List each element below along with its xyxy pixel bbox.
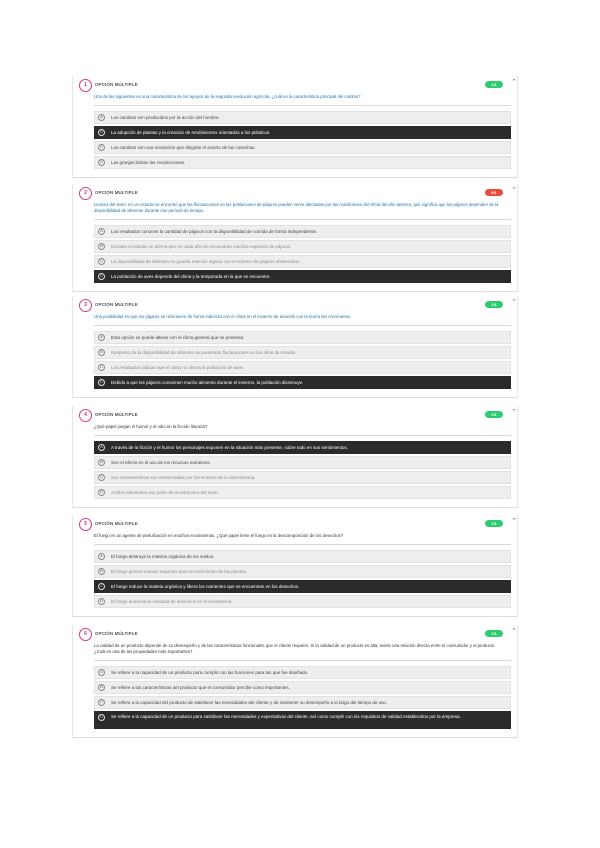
options-list [73, 326, 517, 397]
option-text: Se refiere a la capacidad de un producto para cumplir con las funciones para las que fue diseñado. [111, 670, 309, 675]
question-number: 6 [79, 628, 92, 641]
option-letter: A [98, 553, 105, 560]
options-list [73, 220, 517, 291]
option-text: El fuego aumenta la cantidad de desechos en el ecosistema. [111, 599, 233, 604]
option-c[interactable] [94, 361, 511, 374]
option-text: Se refiere a la capacidad de un producto para satisfacer las necesidades y expectativas del cliente, así como cumplir con los requisitos de calidad establecidos por la empresa. [111, 714, 461, 719]
option-letter: A [98, 228, 105, 235]
chevron-up-icon[interactable]: ⌃ [511, 79, 517, 86]
question-text: El fuego es un agente de perturbación en muchos ecosistemas. ¿Qué papel tiene el fuego en la descomposición de los desechos? [94, 533, 344, 538]
option-letter: D [98, 714, 105, 721]
question-text: La calidad de un producto depende de su desempeño y de las características funcionales que el cliente requiere. Si la calidad de un producto es alta, existe una relación directa entre el consumidor y el producto. ¿Cuál es una de las propiedades más importantes? [94, 643, 496, 654]
option-c[interactable] [94, 255, 511, 268]
option-letter: D [98, 598, 105, 605]
question-header [73, 515, 517, 533]
option-d[interactable] [94, 270, 511, 283]
option-a[interactable] [94, 111, 511, 124]
option-text: La población de aves depende del clima y la temporada en la que se encuentre. [111, 274, 271, 279]
option-c[interactable] [94, 141, 511, 154]
option-letter: C [98, 144, 105, 151]
option-d[interactable] [94, 156, 511, 169]
option-c[interactable] [94, 471, 511, 484]
question-header [73, 406, 517, 424]
option-d[interactable] [94, 595, 511, 608]
score-badge: 1/1 [485, 520, 503, 527]
question-header [73, 76, 517, 94]
option-b[interactable] [94, 240, 511, 253]
option-text: Durante el estudio se afirma que en cada año se encuentran muchas especies de pájaros. [111, 244, 292, 249]
option-a[interactable] [94, 550, 511, 563]
question-text: Una de las siguientes es una característica de los apoyos de la segunda revolución agrícola, ¿cuál es la característica principal del cambio? [94, 94, 361, 99]
option-letter: D [98, 489, 105, 496]
option-text: El fuego destruye la materia orgánica de los suelos. [111, 554, 215, 559]
option-letter: D [98, 379, 105, 386]
option-a[interactable] [94, 225, 511, 238]
option-c[interactable] [94, 580, 511, 593]
question-text: Lectura del texto: en un estudio se encontró que las fluctuaciones en las poblaciones de pájaros pueden verse afectadas por las condiciones del clima del año anterior, qué significa que los pájaros dependen de la disponibilidad de alimento durante ese periodo de tiempo. [94, 202, 499, 213]
option-text: La disponibilidad de alimento no guarda relación alguna con el número de pájaros observados. [111, 259, 301, 264]
option-text: El fuego genera nuevos espacios para el crecimiento de las plantas. [111, 569, 248, 574]
options-list [73, 545, 517, 616]
option-letter: B [98, 684, 105, 691]
option-text: Debido a que los pájaros consumen mucho alimento durante el invierno, la población disminuye. [111, 380, 304, 385]
option-text: Esta opción se puede alterar con el clima general que se presenta. [111, 335, 245, 340]
option-b[interactable] [94, 126, 511, 139]
question-number: 5 [79, 518, 92, 531]
option-text: A través de la ficción y el humor los personajes exponen en la situación más presente, sobre todo en sus sentimientos. [111, 445, 348, 450]
score-badge: 1/1 [485, 301, 503, 308]
option-text: Respecto de la disponibilidad de alimento se presentan fluctuaciones en los años de estudio. [111, 350, 297, 355]
question-card-2 [72, 184, 518, 292]
question-header [73, 184, 517, 202]
option-text: Los resultados indican que el clima no afecta la población de aves. [111, 365, 245, 370]
question-card-4 [72, 406, 518, 508]
option-a[interactable] [94, 331, 511, 344]
option-text: El fuego reduce la materia orgánica y libera los nutrientes que se encuentran en los desechos. [111, 584, 300, 589]
chevron-up-icon[interactable]: ⌃ [511, 409, 517, 416]
option-letter: D [98, 159, 105, 166]
option-letter: A [98, 444, 105, 451]
option-letter: B [98, 129, 105, 136]
question-number: 2 [79, 187, 92, 200]
options-list [73, 436, 517, 507]
option-letter: B [98, 568, 105, 575]
option-text: Se refiere a las características del producto que el consumidor percibe como importantes. [111, 685, 290, 690]
chevron-up-icon[interactable]: ⌃ [511, 187, 517, 194]
option-b[interactable] [94, 681, 511, 694]
question-header [73, 625, 517, 643]
option-b[interactable] [94, 346, 511, 359]
option-letter: A [98, 669, 105, 676]
question-type: OPCIÓN MÚLTIPLE [95, 302, 138, 307]
option-letter: B [98, 349, 105, 356]
option-letter: C [98, 364, 105, 371]
option-b[interactable] [94, 565, 511, 578]
score-badge: 1/1 [485, 630, 503, 637]
option-d[interactable] [94, 376, 511, 389]
option-text: Los cambios son producidos por la acción del hombre. [111, 115, 220, 120]
question-type: OPCIÓN MÚLTIPLE [95, 190, 138, 195]
question-type: OPCIÓN MÚLTIPLE [95, 82, 138, 87]
question-type: OPCIÓN MÚLTIPLE [95, 521, 138, 526]
chevron-up-icon[interactable]: ⌃ [511, 518, 517, 525]
option-text: Las granjas limitan las recolecciones. [111, 160, 186, 165]
option-text: Se refiere a la capacidad del producto de satisfacer las necesidades del cliente y de mantener su desempeño a lo largo del tiempo de uso. [111, 700, 388, 705]
option-letter: A [98, 114, 105, 121]
question-card-3 [72, 296, 518, 398]
option-letter: B [98, 459, 105, 466]
chevron-up-icon[interactable]: ⌃ [511, 299, 517, 306]
options-list [73, 661, 517, 737]
score-badge: 1/1 [485, 81, 503, 88]
option-letter: D [98, 273, 105, 280]
chevron-up-icon[interactable]: ⌃ [511, 628, 517, 635]
option-d[interactable] [94, 486, 511, 499]
score-badge: 0/1 [485, 189, 503, 196]
option-letter: C [98, 699, 105, 706]
option-letter: A [98, 334, 105, 341]
question-type: OPCIÓN MÚLTIPLE [95, 631, 138, 636]
option-a[interactable] [94, 666, 511, 679]
options-list [73, 106, 517, 177]
option-letter: B [98, 243, 105, 250]
question-card-1 [72, 76, 518, 178]
option-text: Ambos elementos son parte de la estructura del texto. [111, 490, 219, 495]
option-letter: C [98, 258, 105, 265]
option-b[interactable] [94, 456, 511, 469]
option-text: Los resultados conocen la cantidad de pájaros con la disponibilidad de comida de forma independiente. [111, 229, 318, 234]
question-type: OPCIÓN MÚLTIPLE [95, 412, 138, 417]
option-text: Sus características son interpretadas por los lectores de la obra literaria. [111, 475, 256, 480]
option-text: Los cambios son una revolución que dirigirán el acierto de las cosechas. [111, 145, 256, 150]
question-text: ¿Qué papel juegan el humor y el odio en la ficción literaria? [94, 424, 208, 429]
option-text: La adopción de plantas y la creación de rendimientos orientados a los plásticos. [111, 130, 271, 135]
question-card-6 [72, 625, 518, 738]
question-header [73, 296, 517, 314]
score-badge: 1/1 [485, 411, 503, 418]
option-d[interactable] [94, 711, 511, 729]
question-number: 4 [79, 409, 92, 422]
option-letter: C [98, 474, 105, 481]
option-c[interactable] [94, 696, 511, 709]
question-text: Una posibilidad es que los pájaros se relacionen de forma indirecta con el clima en el invierno de acuerdo con la teoría del crecimiento. [94, 314, 352, 319]
question-number: 1 [79, 79, 92, 92]
option-a[interactable] [94, 441, 511, 454]
question-number: 3 [79, 299, 92, 312]
option-text: Son el efecto en el uso de los recursos narrativos. [111, 460, 211, 465]
option-letter: C [98, 583, 105, 590]
question-card-5 [72, 515, 518, 617]
